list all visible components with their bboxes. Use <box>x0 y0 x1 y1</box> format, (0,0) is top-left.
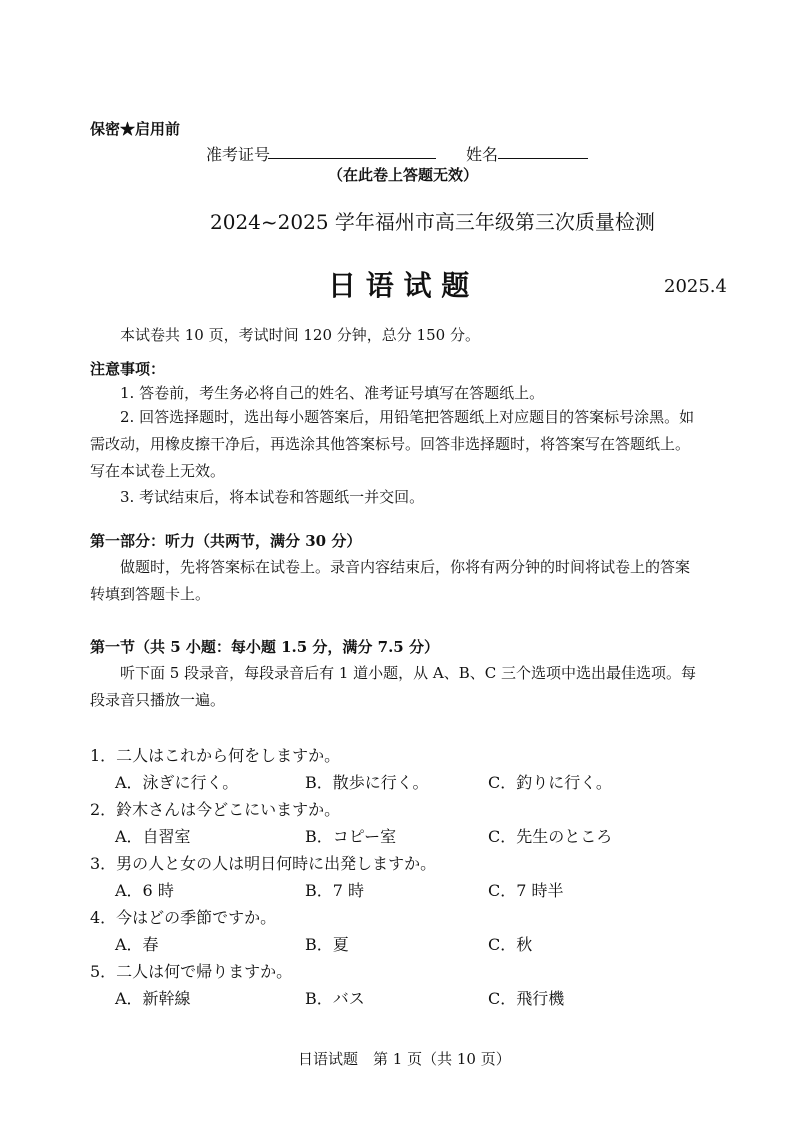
q1-option-b[interactable]: B．散歩に行く。 <box>305 773 429 792</box>
q5-option-c[interactable]: C．飛行機 <box>488 989 565 1008</box>
invalid-note: （在此卷上答题无效） <box>328 166 479 184</box>
question-5: 5．二人は何で帰りますか。 <box>90 962 293 981</box>
q3-option-c[interactable]: C．7 時半 <box>488 881 564 900</box>
q3-option-a[interactable]: A．6 時 <box>115 881 174 900</box>
note-item-2-line-3: 写在本试卷上无效。 <box>90 462 226 480</box>
q1-option-c[interactable]: C．釣りに行く。 <box>488 773 612 792</box>
part1-desc-line-1: 做题时，先将答案标在试卷上。录音内容结束后，你将有两分钟的时间将试卷上的答案 <box>120 558 691 576</box>
part1-heading: 第一部分：听力（共两节，满分 30 分） <box>90 532 362 550</box>
q4-option-a[interactable]: A．春 <box>115 935 159 954</box>
section1-heading: 第一节（共 5 小题：每小题 1.5 分，满分 7.5 分） <box>90 638 439 656</box>
exam-id-blank[interactable] <box>268 158 436 159</box>
notes-heading: 注意事项： <box>90 360 166 378</box>
question-1: 1．二人はこれから何をしますか。 <box>90 746 341 765</box>
exam-title: 2024~2025 学年福州市高三年级第三次质量检测 <box>210 210 655 234</box>
page-footer: 日语试题 第 1 页（共 10 页） <box>298 1050 511 1068</box>
name-label: 姓名 <box>466 145 499 164</box>
question-3: 3．男の人と女の人は明日何時に出発しますか。 <box>90 854 437 873</box>
q2-option-c[interactable]: C．先生のところ <box>488 827 613 846</box>
note-item-3: 3. 考试结束后，将本试卷和答题纸一并交回。 <box>120 488 425 506</box>
name-blank[interactable] <box>498 158 588 159</box>
q4-option-b[interactable]: B．夏 <box>305 935 349 954</box>
q3-option-b[interactable]: B．7 時 <box>305 881 365 900</box>
question-2: 2．鈴木さんは今どこにいますか。 <box>90 800 341 819</box>
q4-option-c[interactable]: C．秋 <box>488 935 533 954</box>
subject-title: 日 语 试 题 <box>328 269 470 302</box>
q2-option-a[interactable]: A．自習室 <box>115 827 191 846</box>
exam-id-label: 准考证号 <box>206 145 271 164</box>
note-item-2-line-1: 2. 回答选择题时，选出每小题答案后，用铅笔把答题纸上对应题目的答案标号涂黑。如 <box>120 408 695 426</box>
q5-option-a[interactable]: A．新幹線 <box>115 989 191 1008</box>
section1-desc-line-1: 听下面 5 段录音，每段录音后有 1 道小题，从 A、B、C 三个选项中选出最佳选项。每 <box>120 664 697 682</box>
intro-text: 本试卷共 10 页，考试时间 120 分钟，总分 150 分。 <box>120 326 480 344</box>
note-item-1: 1. 答卷前，考生务必将自己的姓名、准考证号填写在答题纸上。 <box>120 384 545 402</box>
secret-label: 保密★启用前 <box>90 120 181 138</box>
question-4: 4．今はどの季節ですか。 <box>90 908 277 927</box>
part1-desc-line-2: 转填到答题卡上。 <box>90 585 211 603</box>
q5-option-b[interactable]: B．バス <box>305 989 365 1008</box>
q1-option-a[interactable]: A．泳ぎに行く。 <box>115 773 239 792</box>
q2-option-b[interactable]: B．コピー室 <box>305 827 397 846</box>
note-item-2-line-2: 需改动，用橡皮擦干净后，再选涂其他答案标号。回答非选择题时，将答案写在答题纸上。 <box>90 435 691 453</box>
section1-desc-line-2: 段录音只播放一遍。 <box>90 691 226 709</box>
exam-date: 2025.4 <box>664 276 727 297</box>
